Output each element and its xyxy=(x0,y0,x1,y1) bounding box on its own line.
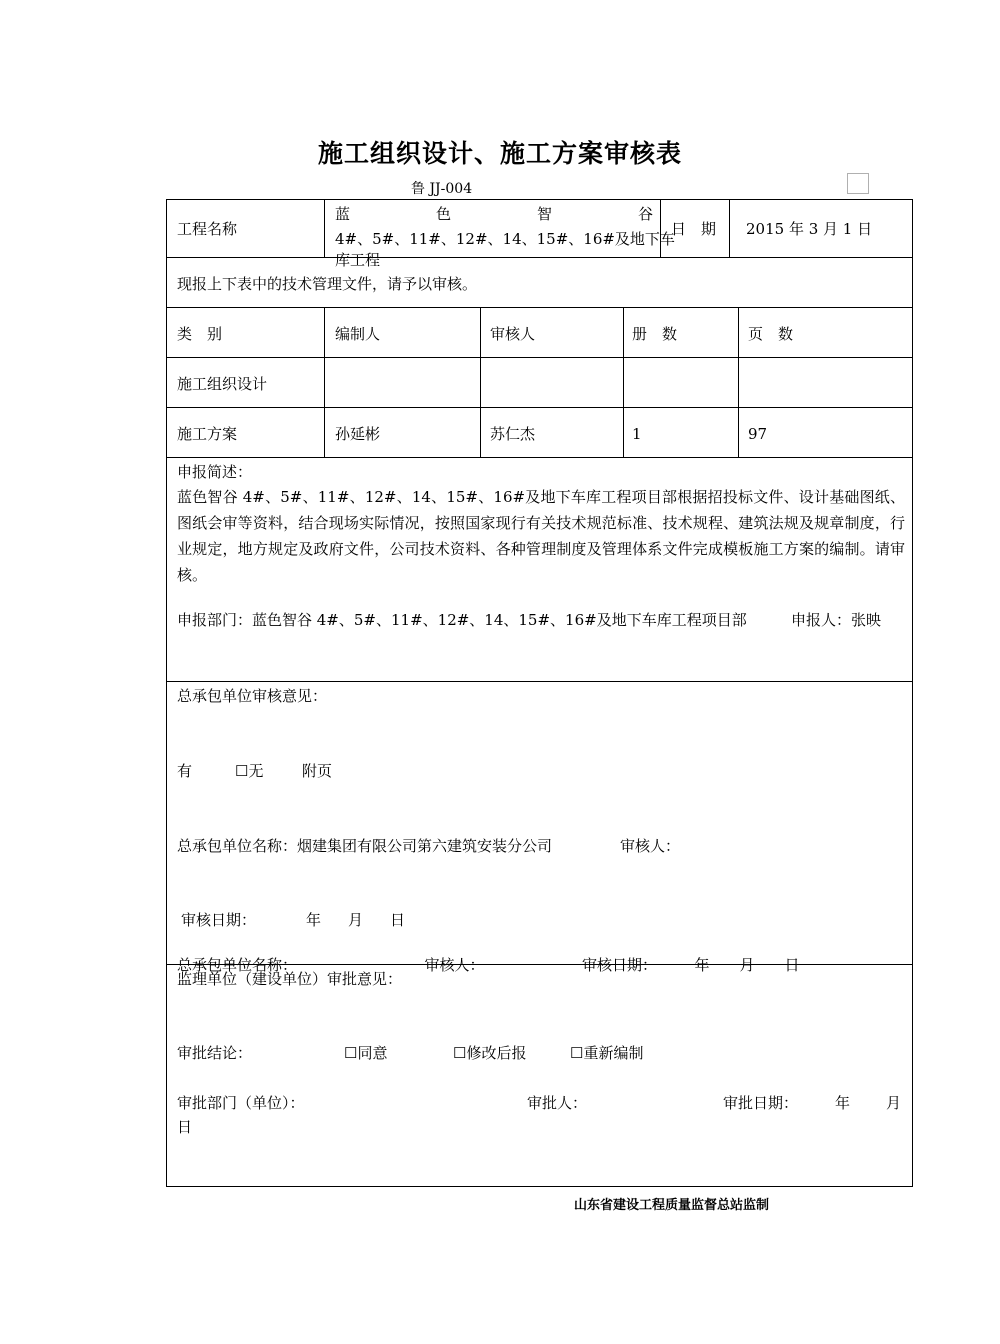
table-cell-volumes: 1 xyxy=(632,425,642,443)
row-divider xyxy=(166,307,913,308)
supervision-year: 年 xyxy=(835,1094,851,1112)
submission-heading: 申报简述： xyxy=(177,463,253,481)
row-divider xyxy=(166,457,913,458)
project-name-line3: 库工程 xyxy=(335,251,381,269)
contractor-year: 年 xyxy=(306,911,322,929)
contractor-month: 月 xyxy=(348,911,364,929)
table-cell-reviewer: 苏仁杰 xyxy=(490,425,536,443)
row-divider xyxy=(166,257,913,258)
row-divider xyxy=(166,357,913,358)
document-title: 施工组织设计、施工方案审核表 xyxy=(317,139,682,168)
table-cell-category: 施工组织设计 xyxy=(177,375,268,393)
date-label: 日 期 xyxy=(671,220,717,238)
project-name-char: 谷 xyxy=(637,205,653,223)
corner-checkbox xyxy=(847,173,869,194)
supervision-month: 月 xyxy=(886,1094,902,1112)
contractor-clipped-line: 总承包单位名称： 审核人： 审核日期： 年 月 日 xyxy=(177,956,800,974)
project-name-line1 xyxy=(335,204,653,224)
project-name-label: 工程名称 xyxy=(177,220,238,238)
supervision-dept: 审批部门（单位）： xyxy=(177,1094,305,1112)
table-cell-pages: 97 xyxy=(748,425,768,443)
submission-dept: 申报部门：蓝色智谷 4#、5#、11#、12#、14、15#、16#及地下车库工程项目部 xyxy=(177,611,747,629)
submission-reporter: 申报人：张映 xyxy=(791,611,882,629)
contractor-review-date-label: 审核日期： xyxy=(181,911,257,929)
submission-body: 蓝色智谷 4#、5#、11#、12#、14、15#、16#及地下车库工程项目部根据招投标文件、设计基础图纸、图纸会审等资料，结合现场实际情况，按照国家现行有关技术规范标准、技术规程、建筑法规及规章制度，行业规定，地方规定及政府文件，公司技术资料、各种管理制度及管理体系文件完成模板施工方案的编制。请审核。 xyxy=(177,488,905,584)
table-cell-author: 孙延彬 xyxy=(335,425,381,443)
supervision-conclusion-label: 审批结论： xyxy=(177,1044,253,1062)
contractor-no-checkbox: ☐无 xyxy=(235,762,264,780)
project-name-line2: 4#、5#、11#、12#、14、15#、16#及地下车 xyxy=(335,230,675,248)
option-modify-checkbox: ☐修改后报 xyxy=(453,1044,527,1062)
col-divider xyxy=(324,307,325,457)
project-name-char: 色 xyxy=(435,205,451,223)
project-name-char: 智 xyxy=(536,205,552,223)
date-value: 2015 年 3 月 1 日 xyxy=(746,220,873,238)
project-name-char: 蓝 xyxy=(335,205,351,223)
col-header-volumes: 册 数 xyxy=(632,325,678,343)
col-header-author: 编制人 xyxy=(335,325,381,343)
contractor-yes: 有 xyxy=(177,762,193,780)
table-cell-category: 施工方案 xyxy=(177,425,238,443)
row-divider xyxy=(166,407,913,408)
option-redo-checkbox: ☐重新编制 xyxy=(570,1044,644,1062)
supervision-heading: 监理单位（建设单位）审批意见： xyxy=(177,970,403,988)
col-divider xyxy=(738,307,739,457)
contractor-heading: 总承包单位审核意见： xyxy=(177,687,328,705)
contractor-name: 总承包单位名称：烟建集团有限公司第六建筑安装分公司 xyxy=(177,837,553,855)
contractor-day: 日 xyxy=(390,911,406,929)
intro-text: 现报上下表中的技术管理文件，请予以审核。 xyxy=(177,275,478,293)
supervision-date-label: 审批日期： xyxy=(723,1094,799,1112)
col-header-pages: 页 数 xyxy=(748,325,794,343)
footer-issuer: 山东省建设工程质量监督总站监制 xyxy=(574,1198,770,1213)
row-divider xyxy=(166,681,913,682)
supervision-day: 日 xyxy=(177,1118,193,1136)
supervision-approver: 审批人： xyxy=(527,1094,588,1112)
col-divider xyxy=(729,199,730,257)
col-divider xyxy=(324,199,325,257)
contractor-reviewer: 审核人： xyxy=(620,837,681,855)
col-header-reviewer: 审核人 xyxy=(490,325,536,343)
form-code: 鲁 JJ-004 xyxy=(411,181,473,197)
col-divider xyxy=(480,307,481,457)
col-divider xyxy=(623,307,624,457)
option-agree-checkbox: ☐同意 xyxy=(344,1044,388,1062)
col-header-category: 类 别 xyxy=(177,325,223,343)
contractor-attach: 附页 xyxy=(302,762,333,780)
